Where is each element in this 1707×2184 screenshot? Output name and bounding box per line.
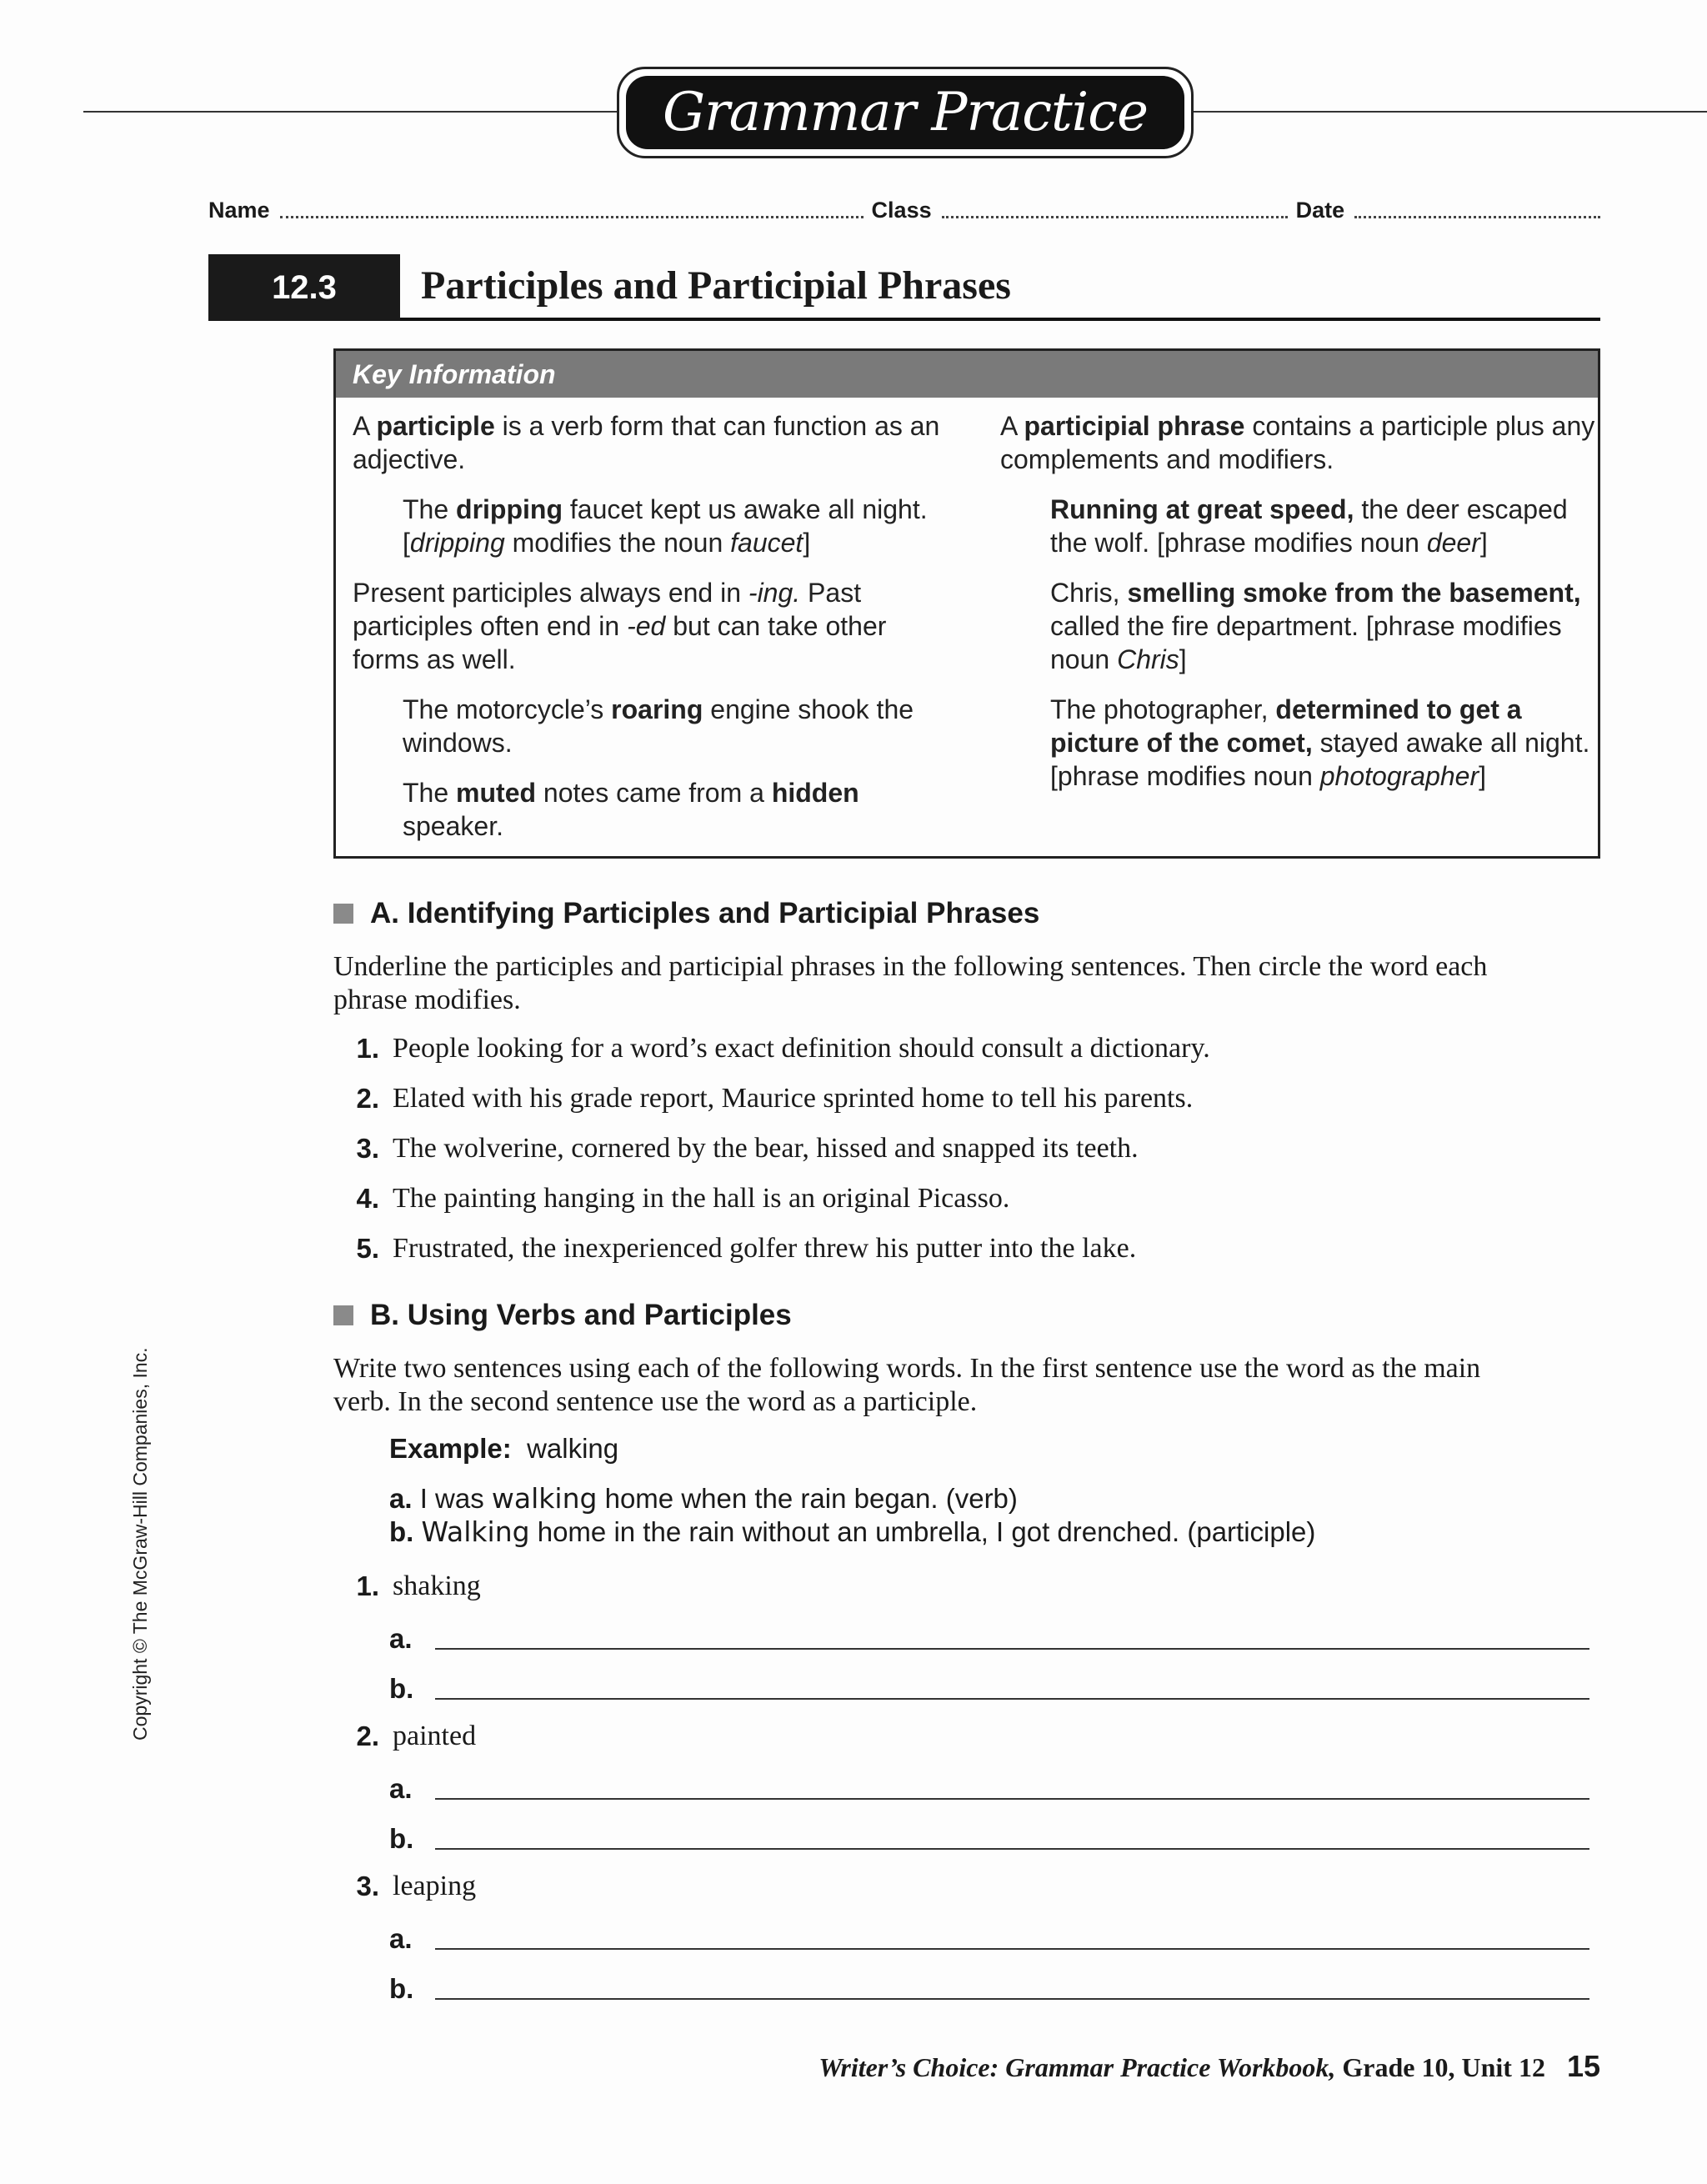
participial-phrase-definition: A participial phrase contains a participle plus any complements and modifiers. <box>1000 411 1595 474</box>
part-b-heading: B. Using Verbs and Participles <box>333 1299 792 1332</box>
list-item[interactable]: 2. Elated with his grade report, Maurice sprinted home to tell his parents. <box>356 1083 1194 1114</box>
example-b: b. Walking home in the rain without an umbrella, I got drenched. (participle) <box>389 1515 1316 1548</box>
answer-line-1b[interactable]: b. <box>389 1663 1589 1705</box>
key-information-box <box>333 348 1600 859</box>
chris-example: Chris, smelling smoke from the basement, called the fire department. [phrase modifies noun Chris] <box>1050 578 1581 674</box>
title-banner <box>617 67 1194 158</box>
answer-line-2a[interactable]: a. <box>389 1763 1589 1805</box>
copyright-notice: Copyright © The McGraw-Hill Companies, Inc. <box>129 1347 151 1741</box>
muted-example: The muted notes came from a hidden speaker. <box>403 778 859 841</box>
photographer-example: The photographer, determined to get a picture of the comet, stayed awake all night. [phrase modifies noun photographer] <box>1050 694 1590 791</box>
name-field[interactable] <box>280 216 864 218</box>
list-item[interactable]: 4. The painting hanging in the hall is an original Picasso. <box>356 1183 1010 1214</box>
answer-line-3b[interactable]: b. <box>389 1963 1589 2005</box>
list-item[interactable]: 3. The wolverine, cornered by the bear, hissed and snapped its teeth. <box>356 1133 1139 1164</box>
key-info-left-column <box>353 409 953 859</box>
answer-line-3a[interactable]: a. <box>389 1913 1589 1955</box>
book-title: Writer’s Choice: Grammar Practice Workbook, <box>818 2052 1336 2082</box>
page-number: 15 <box>1566 2049 1600 2083</box>
section-number: 12.3 <box>208 254 400 321</box>
list-item[interactable]: 1. People looking for a word’s exact definition should consult a dictionary. <box>356 1033 1210 1064</box>
part-b-instructions: Write two sentences using each of the following words. In the first sentence use the word as the main verb. In the second sentence use the word as a participle. <box>333 1353 1481 1417</box>
key-info-right-column <box>1000 409 1600 809</box>
square-bullet-icon <box>333 1305 353 1325</box>
answer-line-2b[interactable]: b. <box>389 1813 1589 1855</box>
name-label: Name <box>208 198 270 223</box>
word-item-shaking: 1. shaking <box>356 1570 481 1601</box>
example-a: a. I was walking home when the rain began. (verb) <box>389 1482 1018 1515</box>
name-class-date-row <box>208 193 1600 223</box>
word-item-painted: 2. painted <box>356 1721 477 1751</box>
participle-endings-note: Present participles always end in -ing. Past participles often end in -ed but can take other forms as well. <box>353 578 887 674</box>
part-a-instructions: Underline the participles and participial phrases in the following sentences. Then circle the word each phrase modifies. <box>333 951 1488 1015</box>
list-item[interactable]: 5. Frustrated, the inexperienced golfer threw his putter into the lake. <box>356 1233 1137 1264</box>
example-line: Example: walking <box>389 1433 619 1464</box>
dripping-example: The dripping faucet kept us awake all night. [dripping modifies the noun faucet] <box>403 494 928 558</box>
word-item-leaping: 3. leaping <box>356 1871 477 1901</box>
footer <box>818 2049 1600 2084</box>
page-title: Grammar Practice <box>663 82 1148 143</box>
class-field[interactable] <box>942 216 1288 218</box>
grade-unit: Grade 10, Unit 12 <box>1335 2052 1545 2082</box>
section-title: Participles and Participial Phrases <box>421 263 1011 308</box>
date-field[interactable] <box>1354 216 1600 218</box>
answer-line-1a[interactable]: a. <box>389 1613 1589 1655</box>
class-label: Class <box>871 198 932 223</box>
part-a-items <box>333 1024 1584 1274</box>
part-a-heading: A. Identifying Participles and Participial Phrases <box>333 897 1039 930</box>
participle-definition: A participle is a verb form that can function as an adjective. <box>353 411 940 474</box>
key-information-heading: Key Information <box>336 351 1598 398</box>
date-label: Date <box>1295 198 1345 223</box>
square-bullet-icon <box>333 904 353 924</box>
deer-example: Running at great speed, the deer escaped the wolf. [phrase modifies noun deer] <box>1050 494 1568 558</box>
section-heading <box>208 254 1600 321</box>
roaring-example: The motorcycle’s roaring engine shook the windows. <box>403 694 914 758</box>
